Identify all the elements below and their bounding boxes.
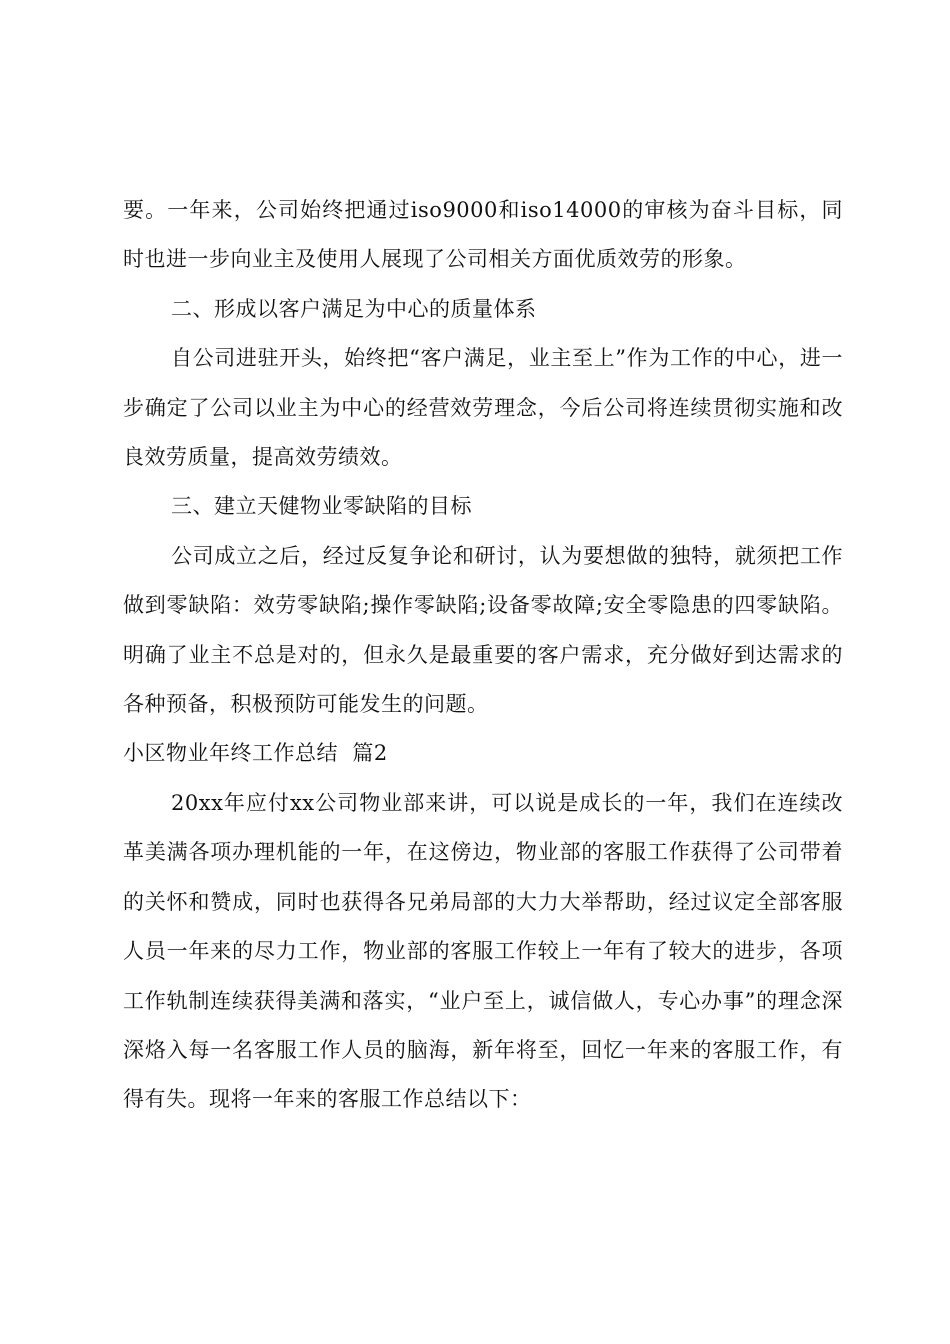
paragraph-year-summary: 20xx年应付xx公司物业部来讲，可以说是成长的一年，我们在连续改革美满各项办理机能的一年，在这傍边，物业部的客服工作获得了公司带着的关怀和赞成，同时也获得各兄弟局部的大力大举帮助，经过议定全部客服人员一年来的尽力工作，物业部的客服工作较上一年有了较大的进步，各项工作轨制连续获得美满和落实，“业户至上，诚信做人，专心办事”的理念深深烙入每一名客服工作人员的脑海，新年将至，回忆一年来的客服工作，有得有失。现将一年来的客服工作总结以下： <box>123 790 843 1112</box>
section-heading-2: 二、形成以客户满足为中心的质量体系 <box>171 296 537 321</box>
article-title-part-2: 小区物业年终工作总结 篇2 <box>123 741 388 766</box>
paragraph-customer-satisfaction: 自公司进驻开头，始终把“客户满足，业主至上”作为工作的中心，进一步确定了公司以业主为中心的经营效劳理念，今后公司将连续贯彻实施和改良效劳质量，提高效劳绩效。 <box>123 346 843 470</box>
paragraph-zero-defect: 公司成立之后，经过反复争论和研讨，认为要想做的独特，就须把工作做到零缺陷：效劳零缺陷;操作零缺陷;设备零故障;安全零隐患的四零缺陷。明确了业主不总是对的，但永久是最重要的客户需求，充分做好到达需求的各种预备，积极预防可能发生的问题。 <box>123 543 843 717</box>
section-heading-3: 三、建立天健物业零缺陷的目标 <box>171 494 472 519</box>
document-body <box>123 186 843 1125</box>
paragraph-intro-continued: 要。一年来，公司始终把通过iso9000和iso14000的审核为奋斗目标，同时也进一步向业主及使用人展现了公司相关方面优质效劳的形象。 <box>123 198 843 272</box>
